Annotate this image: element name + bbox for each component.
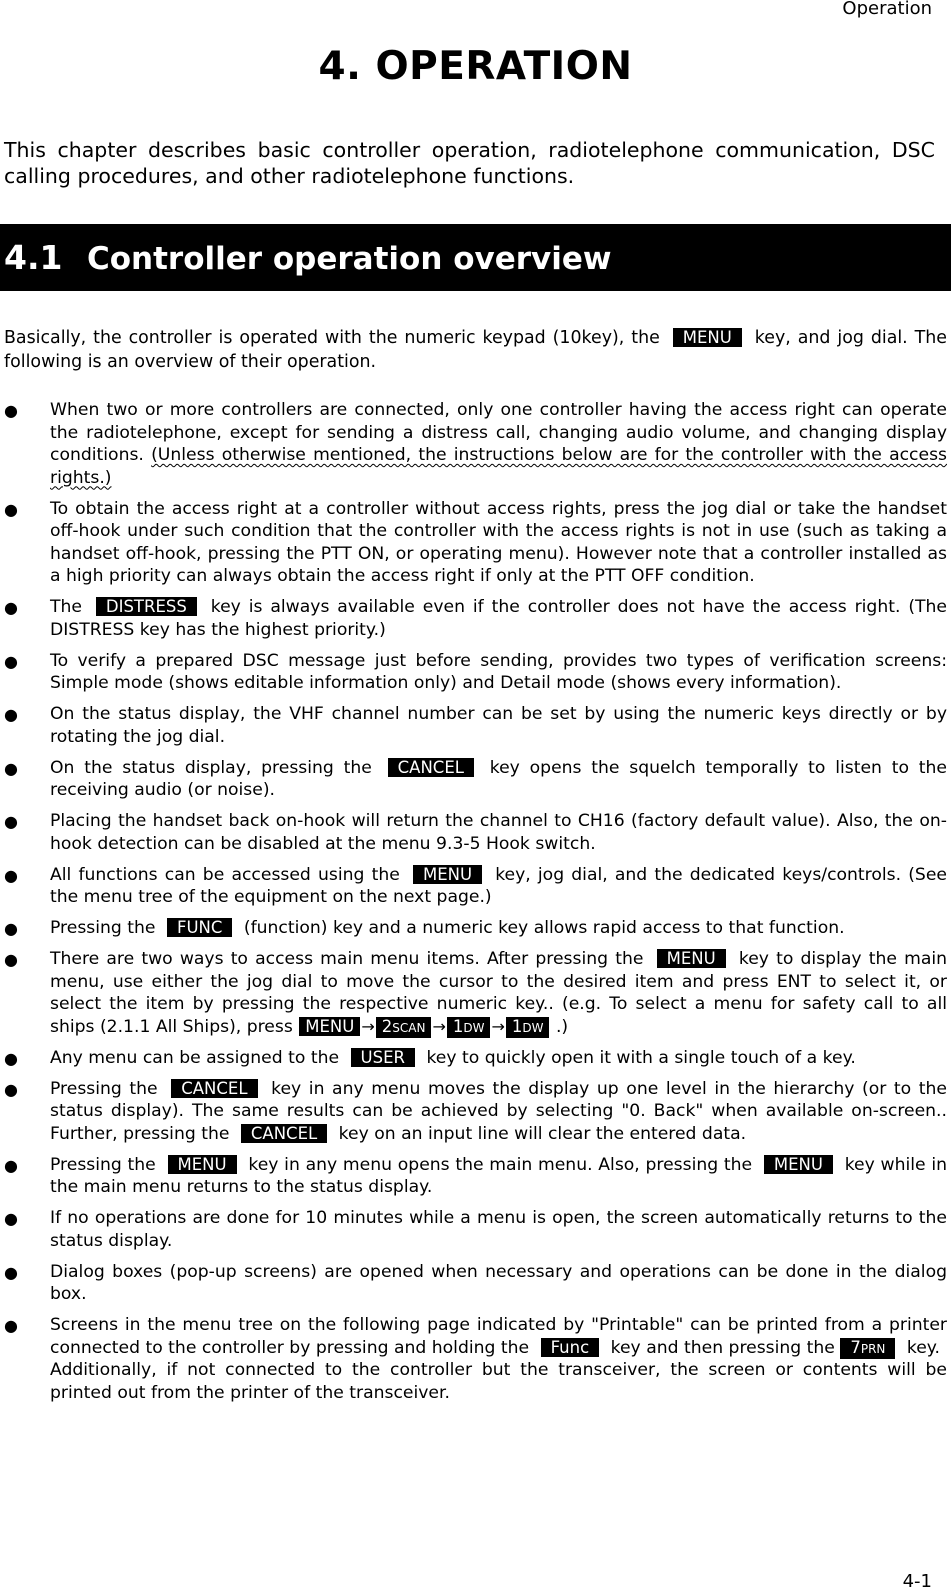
bullet-icon: ● [4, 499, 18, 519]
scan-key-label: 2SCAN [376, 1017, 432, 1038]
arrow-right-icon: → [491, 1016, 505, 1036]
bullet-icon: ● [4, 598, 18, 617]
arrow-right-icon: → [432, 1016, 446, 1036]
list-item: ● If no operations are done for 10 minutes while a menu is open, the screen automatically returns to the status display. [4, 1208, 947, 1251]
list-item: ● To obtain the access right at a controller without access rights, press the jog dial or take the handset off-hook under such condition that the controller with the access rights is not in use (such as taking a handset off-hook, pressing the PTT ON, or operating menu). However note that a controller installed as a high priority can always obtain the access right if only at the PTT OFF condition. [4, 498, 947, 586]
section-number: 4.1 [4, 238, 63, 277]
cancel-key-label: CANCEL [171, 1079, 257, 1098]
menu-key-label: MENU [168, 1155, 237, 1174]
menu-key-label: MENU [657, 949, 726, 968]
list-item: ● When two or more controllers are connected, only one controller having the access right can operate the radiotelephone, except for sending a distress call, changing audio volume, and changing display conditions. (Unless otherwise mentioned, the instructions below are for the controller with the access rights.) [4, 400, 947, 488]
list-item: ● Pressing the MENU key in any menu opens the main menu. Also, pressing the MENU key while in the main menu returns to the status display. [4, 1154, 948, 1197]
section-lead-paragraph: Basically, the controller is operated with the numeric keypad (10key), the MENU key, and jog dial. The following is an overview of their operation. [4, 328, 947, 372]
bullet-icon: ● [4, 705, 18, 724]
list-item-continuation: Additionally, if not connected to the controller but the transceiver, the screen or contents will be printed out from the printer of the transceiver. [50, 1360, 947, 1403]
cancel-key-label: CANCEL [241, 1124, 327, 1143]
dw-key-label: 1DW [506, 1017, 550, 1038]
section-heading-bar [0, 224, 951, 291]
distress-key-label: DISTRESS [96, 597, 197, 616]
chapter-title: 4. OPERATION [318, 44, 633, 89]
bullet-icon: ● [4, 812, 18, 831]
menu-key-label: MENU [413, 865, 482, 884]
key-sequence [298, 1017, 550, 1037]
func-key-label: Func [541, 1338, 600, 1357]
list-item: ● Dialog boxes (pop-up screens) are opened when necessary and operations can be done in the dialog box. [4, 1261, 947, 1304]
bullet-icon: ● [4, 1048, 18, 1068]
list-item: ● Any menu can be assigned to the USER key to quickly open it with a single touch of a key. [4, 1047, 947, 1070]
bullet-icon: ● [4, 1262, 18, 1282]
user-key-label: USER [351, 1048, 415, 1067]
arrow-right-icon: → [361, 1016, 375, 1036]
bullet-icon: ● [4, 401, 18, 420]
menu-key-label: MENU [673, 328, 742, 347]
bullet-icon: ● [4, 950, 18, 969]
cancel-key-label: CANCEL [388, 758, 474, 777]
bullet-icon: ● [4, 1155, 18, 1175]
bullet-icon: ● [4, 651, 18, 671]
bullet-icon: ● [4, 758, 18, 778]
list-item: ● To verify a prepared DSC message just before sending, provides two types of verification screens: Simple mode (shows editable information only) and Detail mode (shows every information). [4, 650, 947, 693]
menu-key-label: MENU [764, 1155, 833, 1174]
page-number: 4-1 [902, 1571, 932, 1592]
bullet-icon: ● [4, 919, 18, 938]
func-key-label: FUNC [167, 918, 232, 937]
list-item: ● There are two ways to access main menu items. After pressing the MENU key to display the main menu, use either the jog dial to move the cursor to the desired item and press ENT to select it, or select the item by pressing the respective numeric key.. (e.g. To select a menu for safety call to all ships (2.1.1 All Ships), press MENU → 2SCAN → 1DW → 1DW .) [4, 949, 948, 1037]
list-item: ● On the status display, pressing the CANCEL key opens the squelch temporally to listen to the receiving audio (or noise). [4, 757, 948, 800]
list-item: ● The DISTRESS key is always available even if the controller does not have the access right. (The DISTRESS key has the highest priority.) [4, 597, 947, 640]
bullet-icon: ● [4, 1209, 18, 1228]
dw-key-label: 1DW [447, 1017, 491, 1038]
menu-key-label: MENU [299, 1017, 360, 1036]
bullet-icon: ● [4, 1316, 18, 1335]
list-item: ● Pressing the FUNC (function) key and a numeric key allows rapid access to that function. [4, 917, 947, 940]
bullet-icon: ● [4, 865, 18, 885]
list-item: ● Pressing the CANCEL key in any menu moves the display up one level in the hierarchy (or to the status display). The same results can be achieved by selecting "0. Back" when available on-screen.. Further, pressing the CANCEL key on an input line will clear the entered data. [4, 1078, 947, 1144]
list-item: ● On the status display, the VHF channel number can be set by using the numeric keys directly or by rotating the jog dial. [4, 704, 947, 747]
prn-key-label: 7PRN [840, 1338, 895, 1359]
list-item: ● All functions can be accessed using the MENU key, jog dial, and the dedicated keys/controls. (See the menu tree of the equipment on the next page.) [4, 864, 947, 907]
overview-list [4, 399, 947, 1413]
list-item: ● Screens in the menu tree on the following page indicated by "Printable" can be printed from a printer connected to the controller by pressing and holding the Func key and then pressing the 7PRN key. Additionally, if not connected to the controller but the transceiver, the screen or contents will be printed out from the printer of the transceiver. [4, 1315, 947, 1403]
wavy-underlined-note: (Unless otherwise mentioned, the instructions below are for the controller with the access rights.) [50, 445, 947, 488]
bullet-icon: ● [4, 1079, 18, 1099]
chapter-intro: This chapter describes basic controller operation, radiotelephone communication, DSC calling procedures, and other radiotelephone functions. [4, 138, 935, 188]
section-title: Controller operation overview [87, 241, 612, 277]
running-header: Operation [842, 0, 932, 19]
list-item: ● Placing the handset back on-hook will return the channel to CH16 (factory default value). Also, the on-hook detection can be disabled at the menu 9.3-5 Hook switch. [4, 811, 947, 854]
